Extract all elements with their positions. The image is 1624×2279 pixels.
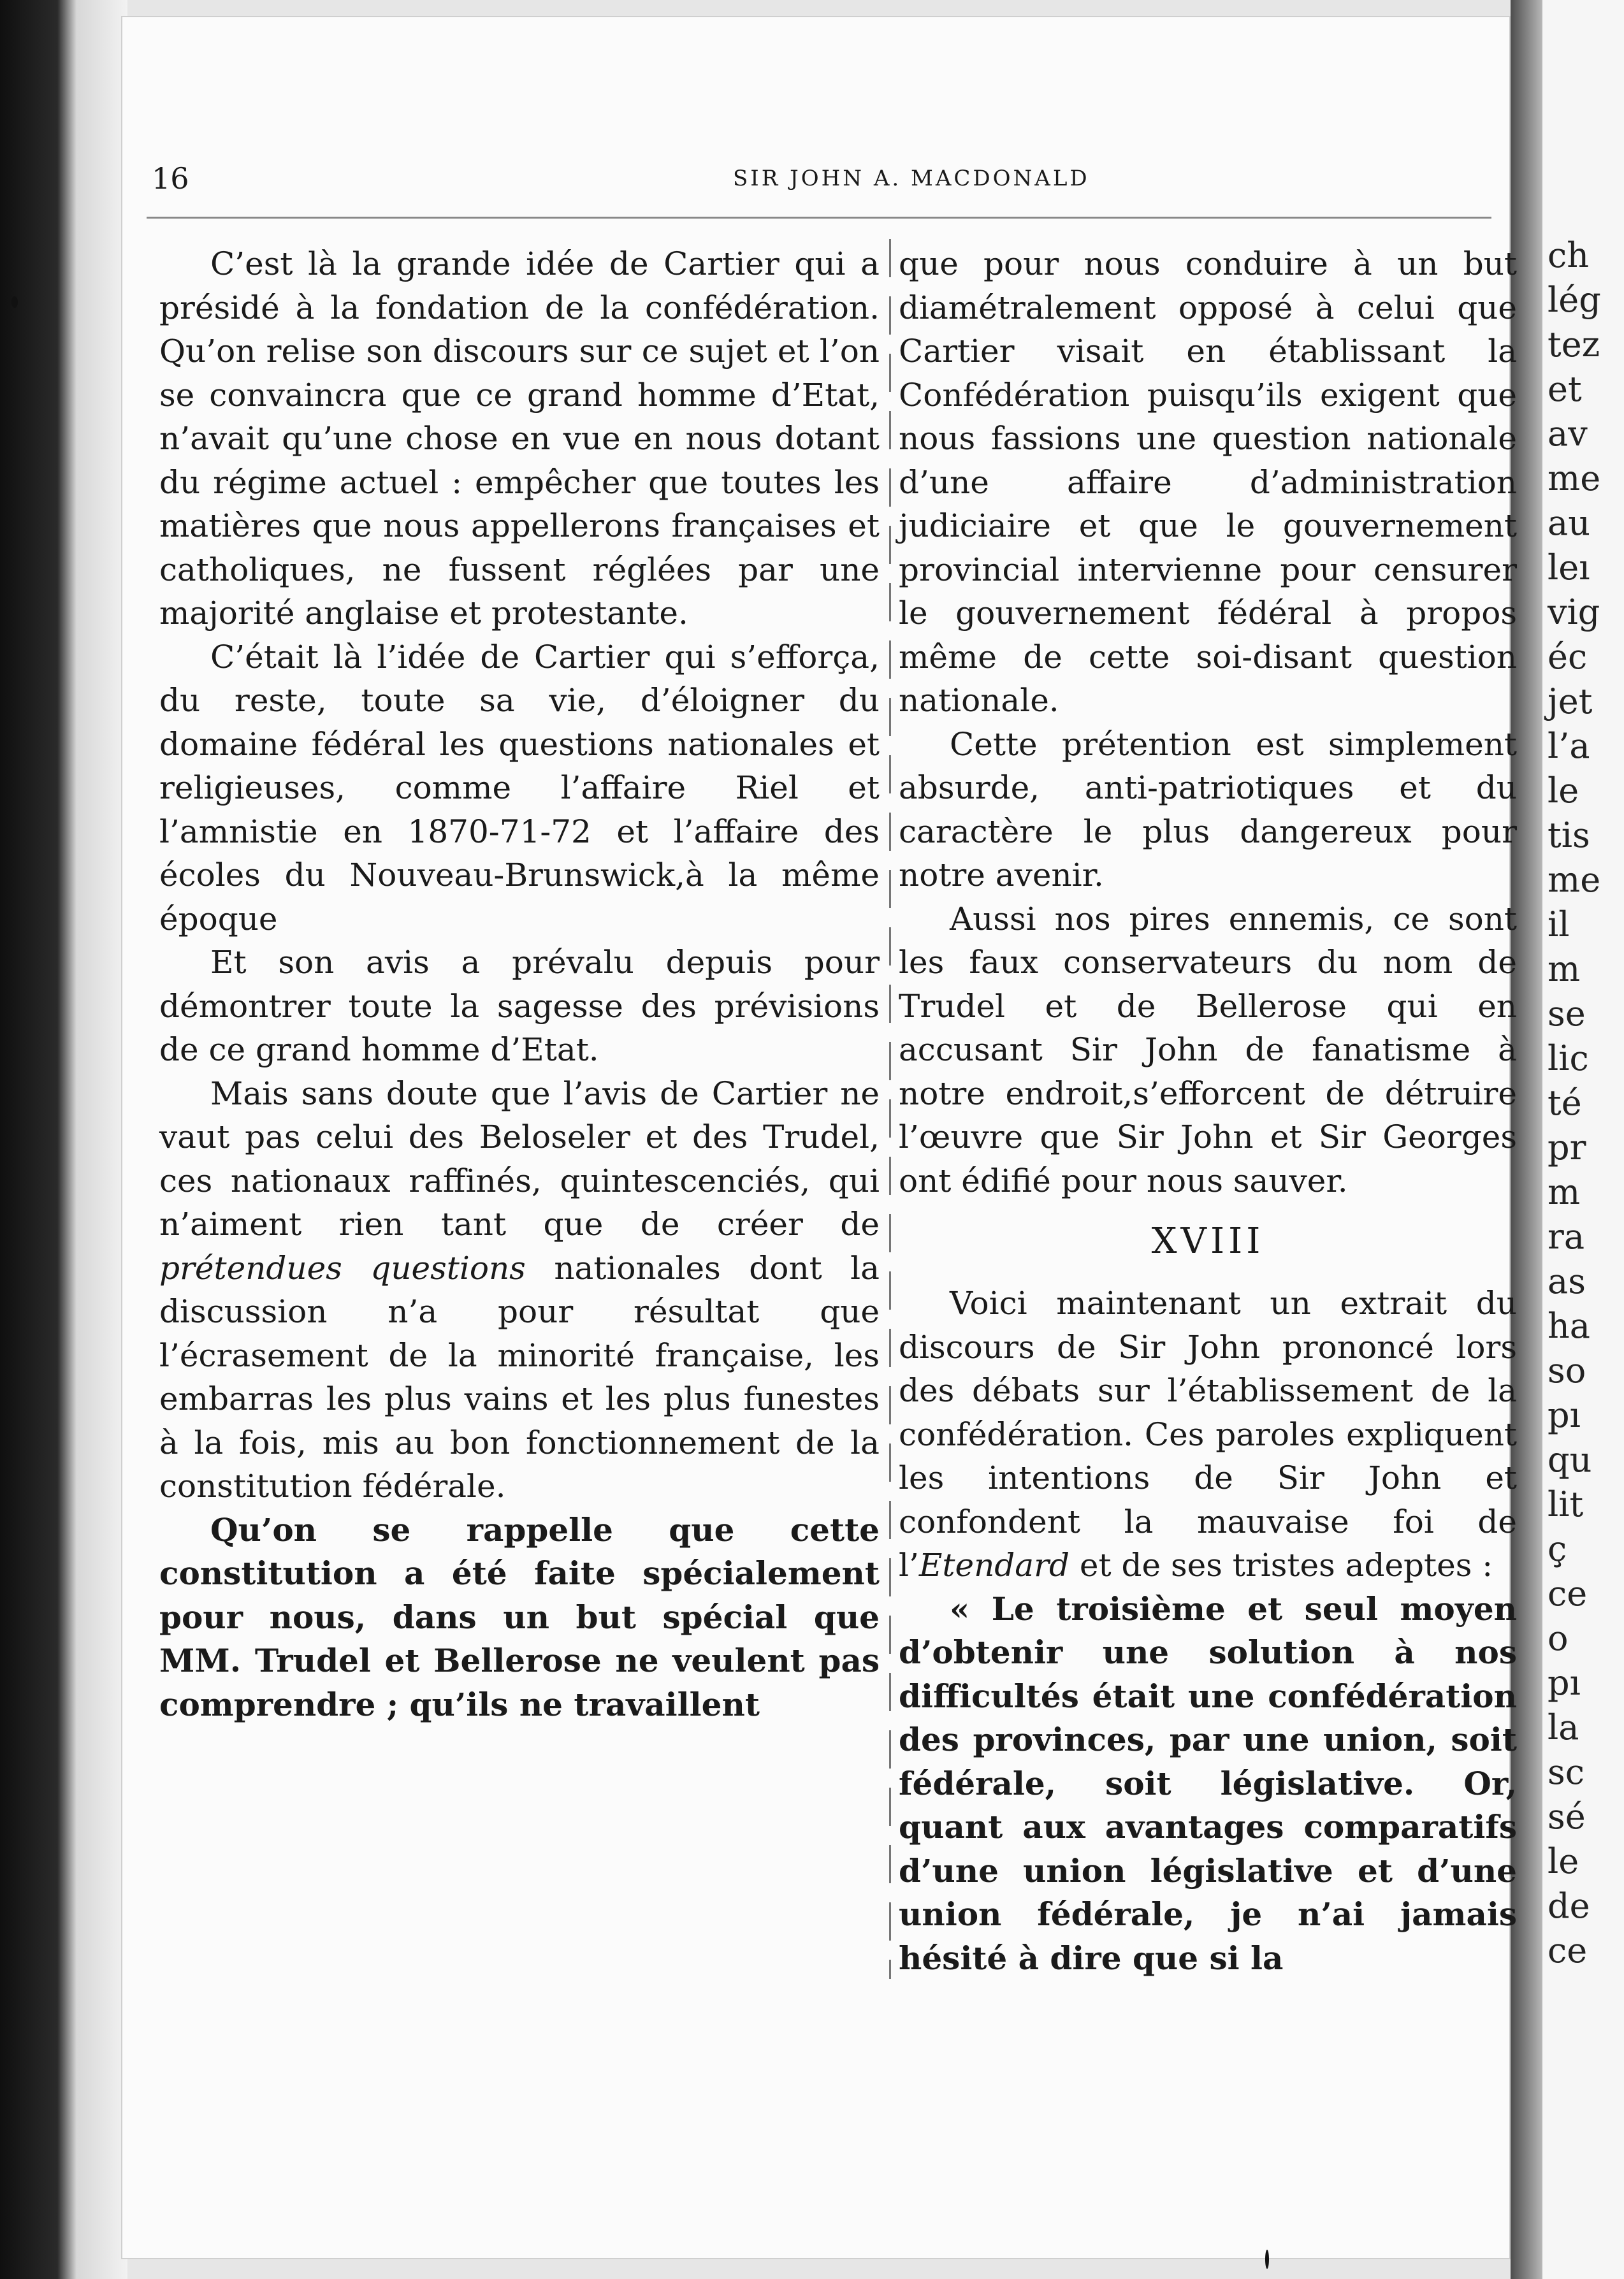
facing-page-fragment: ce [1548,1930,1588,1971]
facing-page-fragment: pr [1548,1127,1586,1168]
facing-page-fragment: se [1548,994,1586,1034]
column-divider [889,239,891,1979]
facing-page-fragment: lit [1548,1484,1584,1524]
text-run: nationales dont la discussion n’a pour résultat que l’écrasement de la minorité française, les embarras les plus vains et les plus funestes à la fois, mis au bon fonctionnement de la constitution fédérale. [159,1249,880,1505]
scan-binding-shadow [0,0,127,2279]
text-run: et de ses tristes adeptes : [1069,1547,1493,1584]
running-head [0,156,1624,201]
facing-page-fragment: et [1548,369,1582,409]
facing-page-edge [1542,0,1624,2279]
paragraph: Cette prétention est simplement absurde, anti-patriotiques et du caractère le plus dangereux pour notre avenir. [899,725,1517,894]
facing-page-fragment: il [1548,904,1570,944]
facing-page-fragment: le [1548,771,1579,811]
facing-page-fragment: ra [1548,1217,1585,1257]
facing-page-fragment: de [1548,1886,1590,1926]
italic-word: Etendard [918,1547,1069,1584]
facing-page-fragment: leı [1548,547,1590,588]
section-heading: XVIII [1151,1220,1265,1262]
paragraph: que pour nous conduire à un but diamétralement opposé à celui que Cartier visait en établissant la Confédération puisqu’ils exigent que nous fassions une question nationale d’une affaire d’administration judiciaire et que le gouvernement provincial intervienne pour censurer le gouvernement fédéral à propos même de cette soi-disant question nationale. [899,245,1517,719]
scan-speck [11,296,18,308]
facing-page-fragment: so [1548,1350,1586,1391]
facing-page-fragment: tis [1548,815,1590,855]
paragraph: Aussi nos pires ennemis, ce sont les faux conservateurs du nom de Trudel et de Bellerose qui en accusant Sir John de fanatisme à notre endroit,s’efforcent de détruire l’œuvre que Sir John et Sir Georges ont édifié pour nous sauver. [899,900,1517,1199]
facing-page-fragment: éc [1548,637,1588,677]
text-run: Voici maintenant un extrait du discours de Sir John prononcé lors des débats sur l’établissement de la confédération. Ces paroles expliquent les intentions de Sir John et confondent la mauvaise foi de l’ [899,1285,1517,1584]
header-rule [147,217,1491,219]
facing-page-fragment: m [1548,949,1581,989]
paragraph: C’était là l’idée de Cartier qui s’efforça, du reste, toute sa vie, d’éloigner du domaine fédéral les questions nationales et religieuses, comme l’affaire Riel et l’amnistie en 1870-71-72 et l’affaire des écoles du Nouveau-Brunswick,à la même époque [159,638,880,937]
facing-page-fragment: ch [1548,235,1590,275]
facing-page-fragment: av [1548,414,1588,454]
paragraph: « Le troisième et seul moyen d’obtenir une solution à nos difficultés était une confédération des provinces, par une union, soit fédérale, soit législative. Or, quant aux avantages comparatifs d’une union législative et d’une union fédérale, je n’ai jamais hésité à dire que si la [899,1589,1517,1977]
facing-page-fragment: pı [1548,1395,1581,1435]
facing-page-fragment: le [1548,1841,1579,1881]
italic-phrase: prétendues questions [159,1249,526,1287]
facing-page-fragment: lic [1548,1038,1589,1078]
right-column [899,242,1517,1980]
facing-page-fragment: l’a [1548,726,1590,766]
facing-page-fragment: ç [1548,1529,1567,1569]
facing-page-fragment: la [1548,1707,1579,1747]
facing-page-fragment: au [1548,503,1590,543]
facing-page-fragment: ha [1548,1306,1590,1346]
running-title: SIR JOHN A. MACDONALD [733,166,1090,191]
text-run: Mais sans doute que l’avis de Cartier ne vaut pas celui des Beloseler et des Trudel, ces nationaux raffinés, quintescenciés, qui n’aiment rien tant que de créer de [159,1074,880,1243]
paragraph: Qu’on se rappelle que cette constitution a été faite spécialement pour nous, dans un but spécial que MM. Trudel et Bellerose ne veulent pas comprendre ; qu’ils ne travaillent [159,1510,880,1723]
facing-page-fragment: vig [1548,592,1600,632]
facing-page-fragment: ce [1548,1574,1588,1614]
paragraph [159,1072,880,1508]
scan-speck [1265,2250,1269,2269]
facing-page-fragment: as [1548,1261,1586,1301]
paragraph: C’est là la grande idée de Cartier qui a présidé à la fondation de la confédération. Qu’on relise son discours sur ce sujet et l’on se convaincra que ce grand homme d’Etat, n’avait qu’une chose en vue en nous dotant du régime actuel : empêcher que toutes les matières que nous appellerons françaises et catholiques, ne fussent réglées par une majorité anglaise et protestante. [159,245,880,632]
facing-page-fragment: tez [1548,324,1600,365]
facing-page-fragment: me [1548,458,1601,498]
facing-page-fragment: sé [1548,1797,1586,1837]
facing-page-fragment: sc [1548,1752,1584,1792]
left-column [159,242,880,1726]
facing-page-fragment: jet [1548,681,1593,721]
facing-page-fragment: lég [1548,280,1601,320]
page-number: 16 [152,161,189,196]
facing-page-fragment: té [1548,1083,1582,1123]
paragraph: Et son avis a prévalu depuis pour démontrer toute la sagesse des prévisions de ce grand homme d’Etat. [159,944,880,1068]
paragraph [899,1282,1517,1588]
facing-page-fragment: m [1548,1172,1581,1212]
facing-page-fragment: pı [1548,1663,1581,1703]
facing-page-fragment: me [1548,860,1601,900]
facing-page-fragment: o [1548,1618,1569,1658]
facing-page-fragment: qu [1548,1440,1592,1480]
